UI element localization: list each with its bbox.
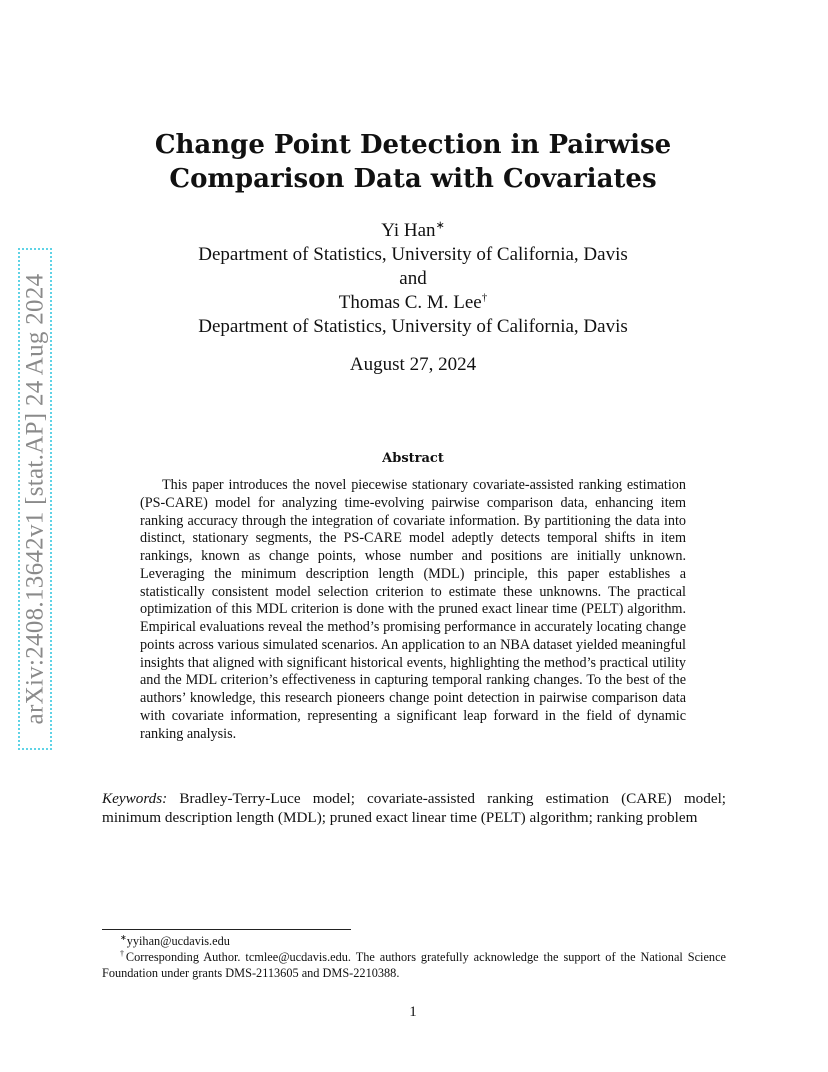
keywords-label: Keywords: xyxy=(102,790,168,807)
footnote-2-text: Corresponding Author. tcmlee@ucdavis.edu. The authors gratefully acknowledge the support of the National Science Foundation under grants DMS-2113605 and DMS-2210388. xyxy=(102,950,726,980)
title-line: Change Point Detection in Pairwise xyxy=(154,130,672,160)
page-number: 1 xyxy=(409,1004,417,1020)
footnote-divider xyxy=(102,929,351,930)
footnote-1 xyxy=(102,933,726,949)
abstract-heading: Abstract xyxy=(382,451,444,466)
affiliation-1: Department of Statistics, University of California, Davis xyxy=(198,244,628,265)
footnote-2 xyxy=(102,949,726,981)
author-2-footnote-mark: † xyxy=(481,291,488,304)
footnote-1-text: yyihan@ucdavis.edu xyxy=(126,934,230,948)
author-1-name: Yi Han xyxy=(381,220,436,241)
arxiv-identifier-text: arXiv:2408.13642v1 [stat.AP] 24 Aug 2024 xyxy=(21,273,48,725)
author-2 xyxy=(100,291,726,315)
author-1 xyxy=(100,219,726,243)
abstract-body: This paper introduces the novel piecewise stationary covariate-assisted ranking estimation (PS-CARE) model for analyzing time-evolving pairwise comparison data, enhancing item ranking accuracy through the integration of covariate information. By partitioning the data into distinct, stationary segments, the PS-CARE model adeptly detects temporal shifts in item rankings, known as change points, whose number and positions are initially unknown. Leveraging the minimum description length (MDL) principle, this paper establishes a statistically consistent model selection criterion to estimate these unknowns. The practical optimization of this MDL criterion is done with the pruned exact linear time (PELT) algorithm. Empirical evaluations reveal the method’s promising performance in accurately locating change points across various simulated scenarios. An application to an NBA dataset yielded meaningful insights that aligned with significant historical events, highlighting the method’s practical utility and the MDL criterion’s effectiveness in capturing temporal ranking changes. To the best of the authors’ knowledge, this research pioneers change point detection in pairwise comparison data with covariate information, representing a significant leap forward in the field of dynamic ranking analysis. xyxy=(140,477,686,742)
footnote-2-mark: † xyxy=(120,948,126,958)
author-1-footnote-mark: ∗ xyxy=(435,219,445,232)
keywords xyxy=(102,789,726,827)
author-2-name: Thomas C. M. Lee xyxy=(338,292,482,313)
paper-title xyxy=(100,128,726,196)
title-line: Comparison Data with Covariates xyxy=(169,164,657,194)
footnote-1-mark: ∗ xyxy=(120,932,127,942)
author-conjunction: and xyxy=(399,268,427,289)
affiliation-2: Department of Statistics, University of California, Davis xyxy=(198,316,628,337)
arxiv-identifier-stamp xyxy=(18,248,52,750)
keywords-text: Bradley-Terry-Luce model; covariate-assisted ranking estimation (CARE) model; minimum description length (MDL); pruned exact linear time (PELT) algorithm; ranking problem xyxy=(102,790,727,827)
paper-date: August 27, 2024 xyxy=(349,354,477,375)
